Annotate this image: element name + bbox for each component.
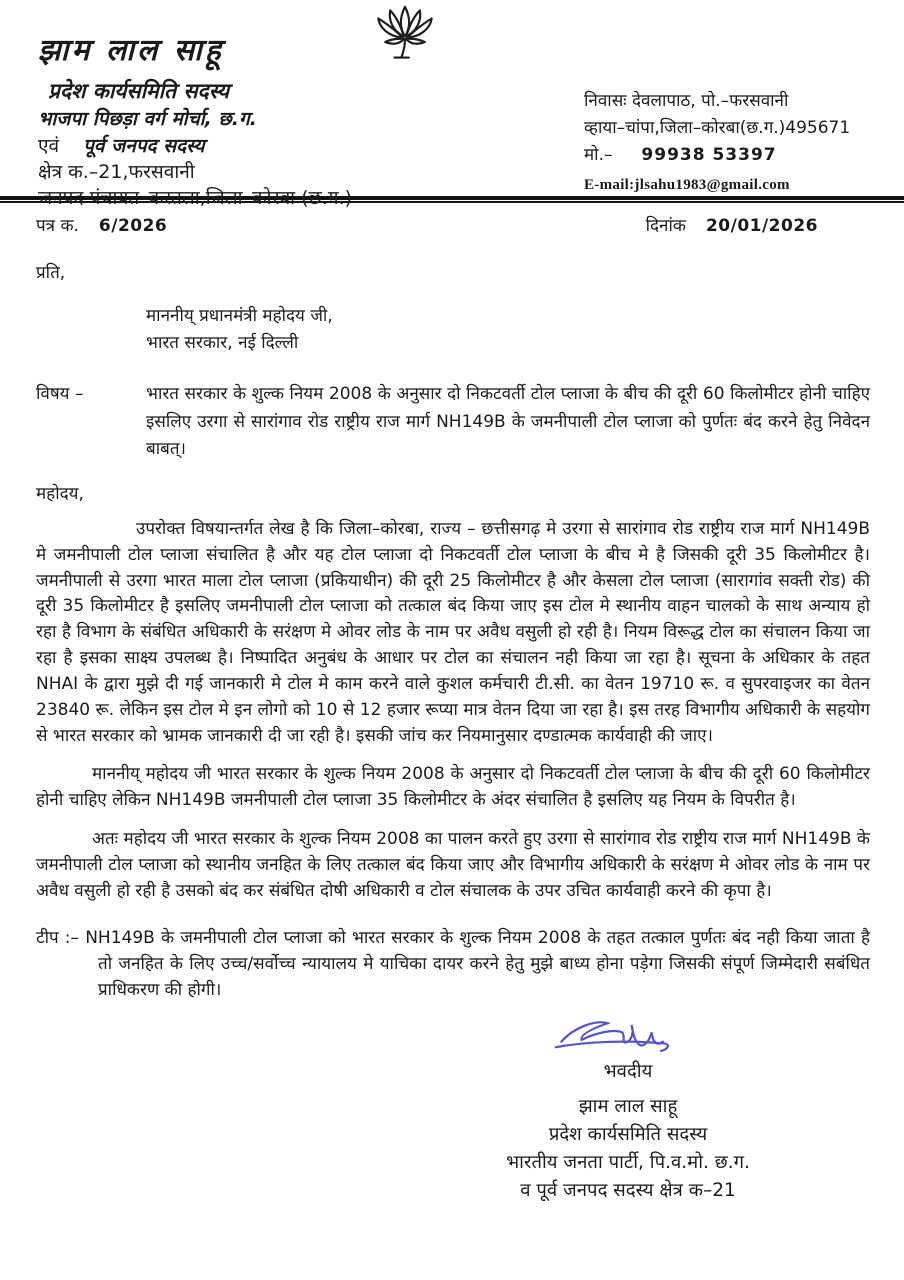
body-paragraph-2: माननीय् महोदय जी भारत सरकार के शुल्क नियम 2008 के अनुसार दो निकटवर्ती टोल प्लाजा के बीच की दूरी 60 किलोमीटर होनी चाहिए लेकिन NH149B जमनीपाली टोल प्लाजा 35 किलोमीटर के अंदर संचालित है इसलिए यह नियम के विपरीत है। [36, 764, 870, 811]
signature-lines [458, 1058, 798, 1205]
addressee-block [146, 303, 870, 357]
sender-panchayat: जनपद पंचायत–करतला,जिला–कोरबा (छ.ग.) [38, 187, 353, 210]
contact-via: व्हाया–चांपा,जिला–कोरबा(छ.ग.)495671 [584, 118, 851, 139]
letter-date-value: 20/01/2026 [705, 216, 818, 236]
note-row [36, 925, 870, 1004]
subject-label: विषय – [36, 384, 84, 405]
signature-name: झाम लाल साहू [578, 1096, 678, 1118]
letter-number-value: 6/2026 [98, 216, 168, 236]
signature-role-1: प्रदेश कार्यसमिति सदस्य [548, 1124, 708, 1146]
signature-block [458, 1014, 798, 1205]
to-label: प्रति, [36, 263, 66, 283]
letterhead-identity [38, 30, 352, 211]
signature-role-3: व पूर्व जनपद सदस्य क्षेत्र क–21 [520, 1179, 736, 1201]
addressee-line-2: भारत सरकार, नई दिल्ली [146, 333, 299, 354]
letter-date-label: दिनांक [645, 216, 686, 236]
sender-role-2: भाजपा पिछड़ा वर्ग मोर्चा, छ.ग. [38, 108, 257, 131]
signature-role-2: भारतीय जनता पार्टी, पि.व.मो. छ.ग. [506, 1151, 750, 1173]
sender-area: क्षेत्र क.–21,फरसवानी [38, 160, 195, 183]
subject-row [36, 381, 870, 463]
contact-mobile [584, 142, 850, 169]
addressee-line-1: माननीय् प्रधानमंत्री महोदय जी, [146, 306, 333, 326]
letter-body [0, 203, 904, 1204]
letter-date [646, 213, 818, 236]
contact-email: E-mail:jlsahu1983@gmail.com [584, 176, 790, 193]
letterhead-contact [584, 88, 850, 197]
salutation: महोदय, [36, 483, 84, 504]
sender-role-3 [38, 133, 352, 159]
note-text: NH149B के जमनीपाली टोल प्लाजा को भारत सरकार के शुल्क नियम 2008 के तहत तत्काल पुर्णतः बंद नही किया जाता है तो जनहित के लिए उच्च/सर्वोच्च न्यायालय मे याचिका दायर करने हेतु मुझे बाध्य होना पड़ेगा जिसकी संपूर्ण जिम्मेदारी सबंधित प्राधिकरण की होगी। [85, 927, 870, 1001]
body-paragraph-3: अतः महोदय जी भारत सरकार के शुल्क नियम 2008 का पालन करते हुए उरगा से सारांगाव रोड राष्ट्रीय राज मार्ग NH149B के जमनीपाली टोल प्लाजा को स्थानीय जनहित के लिए तत्काल बंद किया जाए और विभागीय अधिकारी के सरंक्षण मे ओवर लोड के नाम पर अवैध वसुली हो रही है उसको बंद कर संबंधित दोषी अधिकारी व टोल संचालक के उपर उचित कार्यवाही करने की कृपा है। [36, 829, 870, 901]
subject-text: भारत सरकार के शुल्क नियम 2008 के अनुसार दो निकटवर्ती टोल प्लाजा के बीच की दूरी 60 किलोमीटर होनी चाहिए इसलिए उरगा से सारांगाव रोड राष्ट्रीय राज मार्ग NH149B के जमनीपाली टोल प्लाजा को पुर्णतः बंद करने हेतु निवेदन बाबत्। [146, 384, 870, 459]
contact-mobile-number: 99938 53397 [641, 145, 777, 166]
sender-name: झाम लाल साहू [38, 33, 224, 68]
reference-line [36, 213, 870, 236]
note-label: टीप :– [36, 927, 80, 948]
signature-closing: भवदीय [603, 1060, 653, 1082]
letterhead [0, 0, 904, 210]
letter-number [36, 213, 167, 236]
letter-number-label: पत्र क. [36, 216, 79, 236]
contact-residence: निवासः देवलापाठ, पो.–फरसवानी [584, 91, 789, 111]
sender-role-3-prefix: एवं [38, 134, 60, 157]
bjp-lotus-icon [364, 3, 446, 65]
signature-ink-icon [548, 1014, 678, 1062]
sender-role-1: प्रदेश कार्यसमिति सदस्य [48, 79, 230, 104]
contact-mobile-label: मो.– [584, 145, 613, 166]
sender-role-3-main: पूर्व जनपद सदस्य [83, 134, 205, 157]
body-paragraph-1: उपरोक्त विषयान्तर्गत लेख है कि जिला–कोरबा, राज्य – छत्तीसगढ़ मे उरगा से सारांगाव रोड राष्ट्रीय राज मार्ग NH149B मे जमनीपाली टोल प्लाजा संचालित है और यह टोल प्लाजा दो निकटवर्ती टोल प्लाजा के बीच मे है जिसकी दूरी 35 किलोमीटर है। जमनीपाली से उरगा भारत माला टोल प्लाजा (प्रकियाधीन) की दूरी 25 किलोमीटर है और केसला टोल प्लाजा (सारागांव सक्ती रोड) की दूरी 35 किलोमीटर है इसलिए जमनीपाली टोल प्लाजा को तत्काल बंद किया जाए इस टोल मे स्थानीय वाहन चालको के साथ अन्याय हो रहा है विभाग के संबंधित अधिकारी के सरंक्षण मे ओवर लोड के नाम पर अवैध वसुली हो रही है। नियम विरूद्ध टोल का संचालन किया जा रहा है इसका साक्ष्य उपलब्ध है। निष्पादित अनुबंध के आधार पर टोल का संचालन नही किया जा रहा है। सूचना के अधिकार के तहत NHAI के द्वारा मुझे दी गई जानकारी मे टोल मे काम करने वाले कुशल कर्मचारी टी.सी. का वेतन 19710 रू. व सुपरवाइजर का वेतन 23840 रू. लेकिन इस टोल मे इन लोगो को 10 से 12 हजार रूप्या मात्र वेतन दिया जा रहा है। इस तरह विभागीय अधिकारी के सहयोग से भारत सरकार को भ्रामक जानकारी दी जा रही है। इसकी जांच कर नियमानुसार दण्डात्मक कार्यवाही की जाए। [36, 518, 870, 746]
